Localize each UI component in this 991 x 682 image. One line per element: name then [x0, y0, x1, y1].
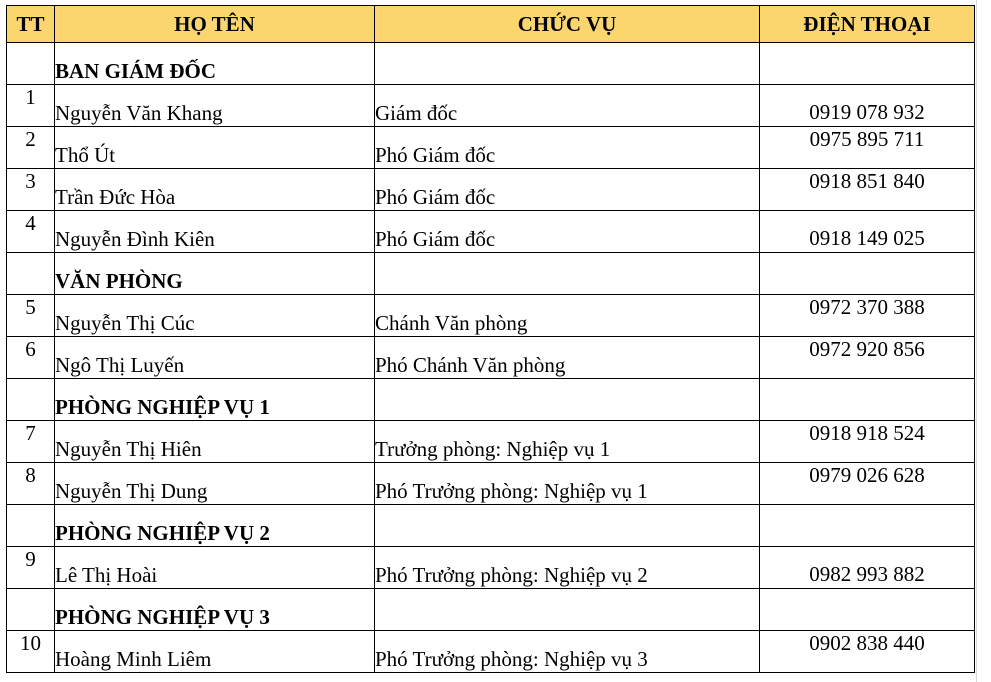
header-cell-tt[interactable]: TT [7, 6, 55, 43]
table-row [7, 631, 975, 673]
section-row [7, 379, 975, 421]
section-empty-cell[interactable] [760, 253, 975, 295]
table-row [7, 295, 975, 337]
phone-cell[interactable]: 0918 918 524 [760, 421, 975, 463]
role-cell[interactable]: Trưởng phòng: Nghiệp vụ 1 [375, 421, 760, 463]
section-empty-cell[interactable] [760, 589, 975, 631]
section-empty-cell[interactable] [760, 43, 975, 85]
section-tt-cell[interactable] [7, 589, 55, 631]
header-cell-name[interactable]: HỌ TÊN [55, 6, 375, 43]
section-title-cell[interactable]: PHÒNG NGHIỆP VỤ 3 [55, 589, 375, 631]
section-row [7, 253, 975, 295]
tt-cell[interactable]: 5 [7, 295, 55, 337]
phone-cell[interactable]: 0918 149 025 [760, 211, 975, 253]
table-row [7, 127, 975, 169]
name-cell[interactable]: Hoàng Minh Liêm [55, 631, 375, 673]
section-empty-cell[interactable] [760, 379, 975, 421]
table-row [7, 421, 975, 463]
tt-cell[interactable]: 2 [7, 127, 55, 169]
tt-cell[interactable]: 10 [7, 631, 55, 673]
tt-cell[interactable]: 1 [7, 85, 55, 127]
name-cell[interactable]: Ngô Thị Luyến [55, 337, 375, 379]
table-row [7, 85, 975, 127]
role-cell[interactable]: Phó Trưởng phòng: Nghiệp vụ 3 [375, 631, 760, 673]
section-row [7, 43, 975, 85]
phone-cell[interactable]: 0979 026 628 [760, 463, 975, 505]
name-cell[interactable]: Nguyễn Đình Kiên [55, 211, 375, 253]
phone-cell[interactable]: 0982 993 882 [760, 547, 975, 589]
header-cell-role[interactable]: CHỨC VỤ [375, 6, 760, 43]
name-cell[interactable]: Nguyễn Thị Cúc [55, 295, 375, 337]
section-empty-cell[interactable] [375, 589, 760, 631]
table-row [7, 547, 975, 589]
role-cell[interactable]: Phó Trưởng phòng: Nghiệp vụ 2 [375, 547, 760, 589]
name-cell[interactable]: Lê Thị Hoài [55, 547, 375, 589]
role-cell[interactable]: Phó Trưởng phòng: Nghiệp vụ 1 [375, 463, 760, 505]
header-row [7, 6, 975, 43]
section-empty-cell[interactable] [375, 43, 760, 85]
phone-cell[interactable]: 0972 370 388 [760, 295, 975, 337]
phone-cell[interactable]: 0972 920 856 [760, 337, 975, 379]
name-cell[interactable]: Thổ Út [55, 127, 375, 169]
tt-cell[interactable]: 8 [7, 463, 55, 505]
section-tt-cell[interactable] [7, 43, 55, 85]
section-empty-cell[interactable] [375, 505, 760, 547]
role-cell[interactable]: Phó Giám đốc [375, 127, 760, 169]
section-row [7, 505, 975, 547]
name-cell[interactable]: Nguyễn Thị Dung [55, 463, 375, 505]
role-cell[interactable]: Chánh Văn phòng [375, 295, 760, 337]
section-tt-cell[interactable] [7, 253, 55, 295]
table-row [7, 337, 975, 379]
tt-cell[interactable]: 9 [7, 547, 55, 589]
name-cell[interactable]: Nguyễn Văn Khang [55, 85, 375, 127]
phone-cell[interactable]: 0975 895 711 [760, 127, 975, 169]
section-empty-cell[interactable] [375, 253, 760, 295]
tt-cell[interactable]: 7 [7, 421, 55, 463]
tt-cell[interactable]: 6 [7, 337, 55, 379]
section-tt-cell[interactable] [7, 505, 55, 547]
staff-directory-table [6, 5, 975, 673]
table-row [7, 463, 975, 505]
role-cell[interactable]: Phó Chánh Văn phòng [375, 337, 760, 379]
table-row [7, 169, 975, 211]
section-title-cell[interactable]: PHÒNG NGHIỆP VỤ 1 [55, 379, 375, 421]
table-row [7, 211, 975, 253]
role-cell[interactable]: Phó Giám đốc [375, 211, 760, 253]
section-title-cell[interactable]: BAN GIÁM ĐỐC [55, 43, 375, 85]
header-cell-phone[interactable]: ĐIỆN THOẠI [760, 6, 975, 43]
empty-gridline-column [976, 0, 991, 682]
section-empty-cell[interactable] [760, 505, 975, 547]
phone-cell[interactable]: 0919 078 932 [760, 85, 975, 127]
section-tt-cell[interactable] [7, 379, 55, 421]
section-title-cell[interactable]: PHÒNG NGHIỆP VỤ 2 [55, 505, 375, 547]
role-cell[interactable]: Giám đốc [375, 85, 760, 127]
section-row [7, 589, 975, 631]
phone-cell[interactable]: 0918 851 840 [760, 169, 975, 211]
tt-cell[interactable]: 4 [7, 211, 55, 253]
tt-cell[interactable]: 3 [7, 169, 55, 211]
phone-cell[interactable]: 0902 838 440 [760, 631, 975, 673]
section-title-cell[interactable]: VĂN PHÒNG [55, 253, 375, 295]
section-empty-cell[interactable] [375, 379, 760, 421]
name-cell[interactable]: Trần Đức Hòa [55, 169, 375, 211]
role-cell[interactable]: Phó Giám đốc [375, 169, 760, 211]
name-cell[interactable]: Nguyễn Thị Hiên [55, 421, 375, 463]
